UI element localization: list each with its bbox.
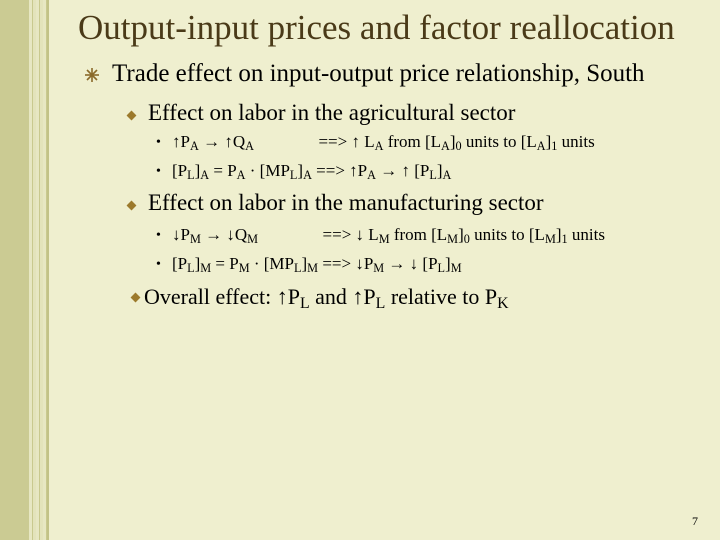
manu1-a: ↓P: [172, 225, 190, 244]
agri2-c-sub: A: [236, 168, 246, 183]
agri-line-2: [172, 161, 451, 183]
manu2-h: ]: [445, 254, 451, 273]
manu1-b: → ↓Q: [205, 225, 248, 244]
manu2-c: = P: [215, 254, 239, 273]
overall-c-sub: K: [497, 294, 509, 312]
agri2-d-sub: L: [289, 168, 298, 183]
asterisk-bullet-icon: [84, 67, 100, 83]
manu2-f: ==> ↓P: [322, 254, 374, 273]
dot-bullet-icon: •: [156, 135, 161, 150]
diamond-bullet-icon: [130, 292, 141, 303]
diamond-bullet-icon: [126, 110, 137, 121]
agri1-b: → ↑Q: [203, 132, 246, 151]
overall-effect: [144, 284, 509, 313]
bullet-level1-text: Trade effect on input-output price relationship, South: [112, 60, 645, 87]
dot-bullet-icon: •: [156, 164, 161, 179]
manu1-d: from [L: [393, 225, 448, 244]
agri2-c: = P: [213, 161, 237, 180]
manu2-d: · [MP: [253, 254, 295, 273]
manu-heading: [148, 190, 544, 216]
manu1-b-sub: M: [247, 232, 259, 247]
agri-line-1: [172, 132, 595, 154]
agri1-a-sub: A: [189, 139, 199, 154]
agri2-d: · [MP: [249, 161, 290, 180]
dot-bullet-icon: •: [156, 257, 161, 272]
manu1-h: units: [571, 225, 605, 244]
manu1-e-sub: 0: [463, 232, 470, 247]
agri-heading: [148, 100, 515, 126]
manu2-h-sub: M: [450, 261, 462, 276]
dot-bullet-icon: •: [156, 228, 161, 243]
agri1-d-sub: A: [441, 139, 450, 154]
manu2-f-sub: M: [373, 261, 385, 276]
left-decorative-bar: [0, 0, 29, 540]
agri1-e: ]: [449, 132, 456, 151]
agri2-f-sub: A: [367, 168, 376, 183]
manu1-c: ==> ↓ L: [322, 225, 379, 244]
manu1-a-sub: M: [189, 232, 201, 247]
agri2-b: ]: [194, 161, 201, 180]
manu2-d-sub: L: [294, 261, 302, 276]
overall-a-sub: L: [299, 294, 310, 312]
agri1-c-sub: A: [374, 139, 384, 154]
agri1-c: ==> ↑ L: [318, 132, 375, 151]
overall-b-sub: L: [375, 294, 386, 312]
bullet-level1: [112, 60, 645, 88]
manu-line-1: [172, 225, 605, 247]
overall-c: relative to P: [390, 284, 498, 309]
manu2-a: [P: [172, 254, 188, 273]
agri1-e-sub: 0: [455, 139, 462, 154]
manu1-g: ]: [555, 225, 562, 244]
manu2-b: ]: [194, 254, 201, 273]
page-number: 7: [692, 514, 698, 528]
agri2-b-sub: A: [200, 168, 210, 183]
overall-a: Overall effect: ↑P: [144, 284, 300, 309]
agri1-g: ]: [545, 132, 552, 151]
manu2-g-sub: L: [437, 261, 446, 276]
agri2-e-sub: A: [303, 168, 312, 183]
overall-b: and ↑P: [315, 284, 376, 309]
manu2-c-sub: M: [238, 261, 250, 276]
agri1-h: units: [561, 132, 595, 151]
agri2-h-sub: A: [442, 168, 452, 183]
manu-line-2: [172, 254, 462, 276]
manu2-e-sub: M: [307, 261, 319, 276]
agri2-g: → ↑ [P: [380, 161, 430, 180]
agri1-b-sub: A: [245, 139, 254, 154]
agri2-e: ]: [297, 161, 304, 180]
manu2-b-sub: M: [200, 261, 212, 276]
agri2-a-sub: L: [187, 168, 195, 183]
agri2-g-sub: L: [429, 168, 437, 183]
manu2-a-sub: L: [187, 261, 195, 276]
manu1-g-sub: 1: [561, 232, 568, 247]
manu1-f-sub: M: [544, 232, 556, 247]
manu1-d-sub: M: [447, 232, 459, 247]
diamond-bullet-icon: [126, 200, 137, 211]
agri2-h: ]: [436, 161, 443, 180]
agri2-f: ==> ↑P: [316, 161, 368, 180]
manu1-e: ]: [458, 225, 464, 244]
left-striped-bar: [29, 0, 49, 540]
slide-title: Output-input prices and factor reallocation: [78, 8, 675, 47]
manu1-f: units to [L: [474, 225, 545, 244]
manu-heading-text: Effect on labor in the manufacturing sector: [148, 190, 544, 215]
agri1-f-sub: A: [536, 139, 546, 154]
manu2-g: → ↓ [P: [388, 254, 438, 273]
manu2-e: ]: [301, 254, 308, 273]
agri1-f: units to [L: [465, 132, 537, 151]
agri1-d: from [L: [387, 132, 442, 151]
agri2-a: [P: [172, 161, 188, 180]
agri-heading-text: Effect on labor in the agricultural sector: [148, 100, 516, 125]
agri1-a: ↑P: [172, 132, 190, 151]
manu1-c-sub: M: [378, 232, 390, 247]
agri1-g-sub: 1: [551, 139, 558, 154]
